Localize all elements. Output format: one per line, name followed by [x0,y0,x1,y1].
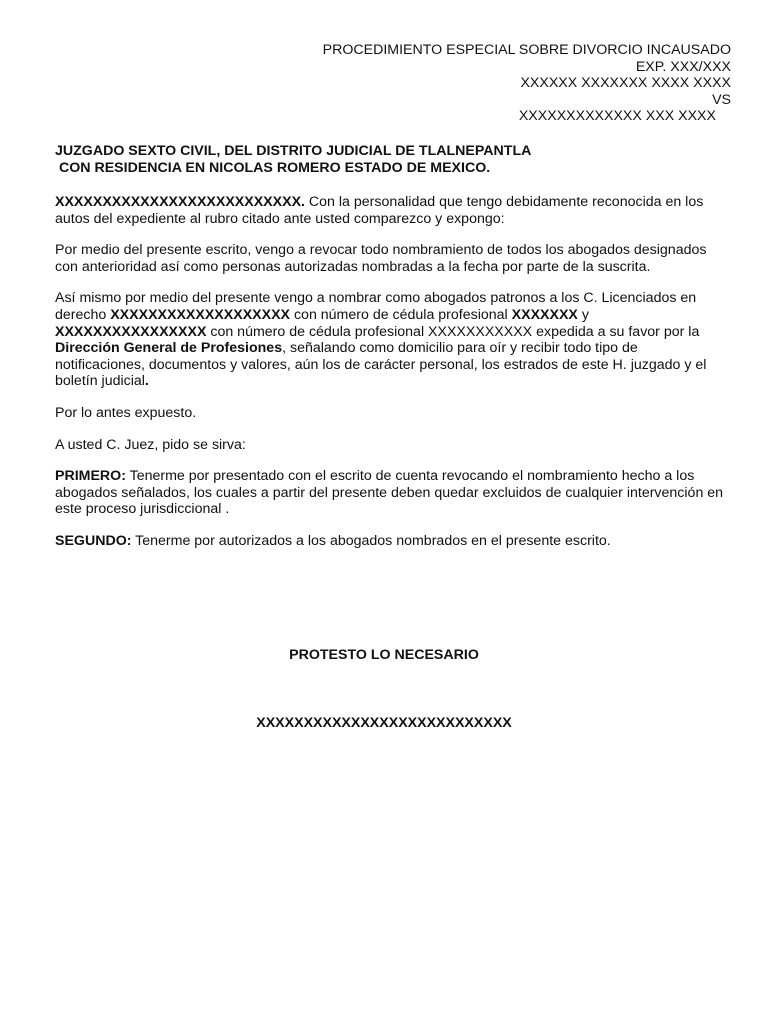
segundo-label: SEGUNDO: [55,532,132,549]
petitioner-name: XXXXXXXXXXXXXXXXXXXXXXXXXX. [55,194,305,210]
document-body [55,194,731,565]
paragraph-request-intro: A usted C. Juez, pido se sirva: [55,436,246,453]
case-number: EXP. XXX/XXX [635,58,731,75]
paragraph-appearance: XXXXXXXXXXXXXXXXXXXXXXXXXX. Con la personalidad que tengo debidamente reconocida en los autos del expediente al rubro citado ante usted comparezco y expongo: [55,194,704,227]
case-header [271,42,731,125]
paragraph-segundo: SEGUNDO: Tenerme por autorizados a los abogados nombrados en el presente escrito. [55,532,611,549]
license-number: XXXXXXX [511,306,578,323]
paragraph-revocation: Por medio del presente escrito, vengo a revocar todo nombramiento de todos los abogados designados con anterioridad así como personas autorizadas nombradas a la fecha por parte de la suscrita. [55,242,707,275]
signature-line: XXXXXXXXXXXXXXXXXXXXXXXXXXX [256,715,512,731]
paragraph-expuesto: Por lo antes expuesto. [55,404,197,421]
second-lawyer-name: XXXXXXXXXXXXXXXX [55,323,207,340]
court-addressee [55,143,735,176]
issuing-authority: Dirección General de Profesiones [55,340,283,357]
closing-statement: PROTESTO LO NECESARIO [289,647,479,663]
versus-label: VS [712,91,731,108]
paragraph-primero: PRIMERO: Tenerme por presentado con el escrito de cuenta revocando el nombramiento hecho a los abogados señalados, los cuales a partir del presente deben quedar excluidos de cualquier intervención en este proceso jurisdiccional . [55,468,724,518]
paragraph-appointment: Así mismo por medio del presente vengo a nombrar como abogados patronos a los C. Licenciados en derecho XXXXXXXXXXXXXXXXXXX con número de cédula profesional XXXXXXX y XXXXXXXXXXXXXXXX con número de cédula profesional XXXXXXXXXXX expedida a su favor por la Dirección General de Profesiones, señalando como domicilio para oír y recibir todo tipo de notificaciones, documentos y valores, aún los de carácter personal, los estrados de este H. juzgado y el boletín judicial. [55,290,707,390]
court-name: JUZGADO SEXTO CIVIL, DEL DISTRITO JUDICIAL DE TLALNEPANTLA [55,143,532,159]
primero-label: PRIMERO: [55,468,126,485]
lawyer-names: XXXXXXXXXXXXXXXXXXX [110,306,291,323]
court-residence: CON RESIDENCIA EN NICOLAS ROMERO ESTADO DE MEXICO. [59,159,491,176]
defendant-name: XXXXXXXXXXXXX XXX XXXX [518,108,716,125]
procedure-title: PROCEDIMIENTO ESPECIAL SOBRE DIVORCIO INCAUSADO [322,42,731,58]
plaintiff-name: XXXXXX XXXXXXX XXXX XXXX [520,75,731,92]
